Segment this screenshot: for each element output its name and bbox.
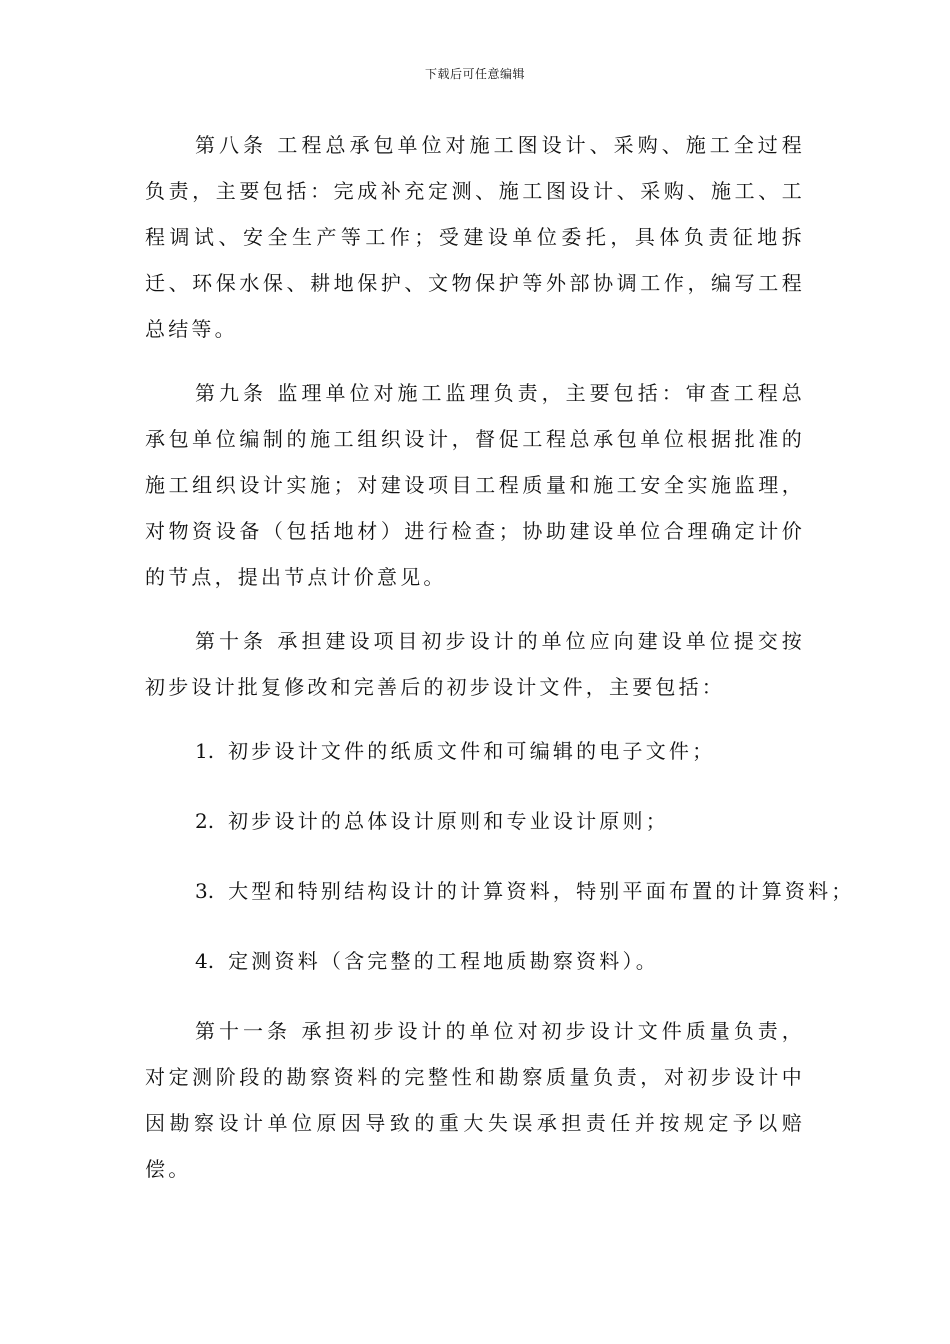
list-item-text: 初步设计的总体设计原则和专业设计原则； — [228, 809, 669, 833]
article-9-paragraph: 第九条 监理单位对施工监理负责，主要包括：审查工程总承包单位编制的施工组织设计，督促工程总承包单位根据批准的施工组织设计实施；对建设项目工程质量和施工安全实施监理，对物资设备（包括地材）进行检查；协助建设单位合理确定计价的节点，提出节点计价意见。 — [145, 381, 805, 589]
list-item-text: 初步设计文件的纸质文件和可编辑的电子文件； — [228, 739, 716, 763]
list-item — [145, 868, 855, 914]
list-item-number: 2. — [195, 809, 215, 833]
document-body — [145, 122, 855, 1210]
article-11-paragraph: 第十一条 承担初步设计的单位对初步设计文件质量负责，对定测阶段的勘察资料的完整性和勘察质量负责，对初步设计中因勘察设计单位原因导致的重大失误承担责任并按规定予以赔偿。 — [145, 1019, 805, 1181]
list-item-number: 4. — [195, 949, 215, 973]
list-item — [145, 938, 805, 984]
list-item-number: 3. — [195, 879, 215, 903]
page-header: 下载后可任意编辑 — [424, 67, 525, 81]
list-item-text: 大型和特别结构设计的计算资料，特别平面布置的计算资料； — [228, 879, 855, 903]
list-item-number: 1. — [195, 739, 215, 763]
article-8-paragraph: 第八条 工程总承包单位对施工图设计、采购、施工全过程负责，主要包括：完成补充定测、施工图设计、采购、施工、工程调试、安全生产等工作；受建设单位委托，具体负责征地拆迁、环保水保、耕地保护、文物保护等外部协调工作，编写工程总结等。 — [145, 133, 805, 341]
list-item — [145, 798, 805, 844]
article-10-paragraph: 第十条 承担建设项目初步设计的单位应向建设单位提交按初步设计批复修改和完善后的初步设计文件，主要包括： — [145, 629, 805, 699]
list-item — [145, 728, 805, 774]
list-item-text: 定测资料（含完整的工程地质勘察资料）。 — [228, 949, 659, 973]
